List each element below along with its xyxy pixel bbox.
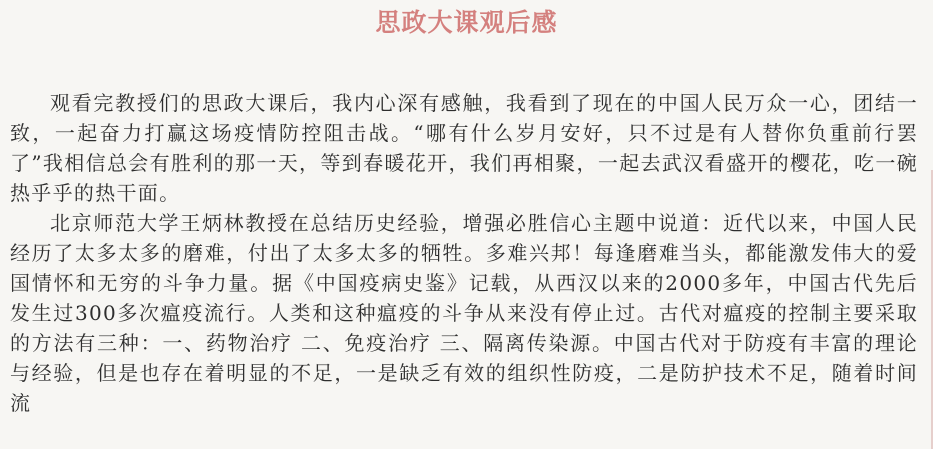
paragraph-1: 观看完教授们的思政大课后，我内心深有感触，我看到了现在的中国人民万众一心，团结一致，一起奋力打赢这场疫情防控阻击战。“哪有什么岁月安好，只不过是有人替你负重前行罢了”我相信总会有胜利的那一天，等到春暖花开，我们再相聚，一起去武汉看盛开的樱花，吃一碗热乎乎的热干面。 (10, 91, 918, 205)
article-body (10, 88, 918, 418)
paragraph-2: 北京师范大学王炳林教授在总结历史经验，增强必胜信心主题中说道：近代以来，中国人民经历了太多太多的磨难，付出了太多太多的牺牲。多难兴邦！每逢磨难当头，都能激发伟大的爱国情怀和无穷的斗争力量。据《中国疫病史鉴》记载，从西汉以来的2000多年，中国古代先后发生过300多次瘟疫流行。人类和这种瘟疫的斗争从来没有停止过。古代对瘟疫的控制主要采取的方法有三种：一、药物治疗 二、免疫治疗 三、隔离传染源。中国古代对于防疫有丰富的理论与经验，但是也存在着明显的不足，一是缺乏有效的组织性防疫，二是防护技术不足，随着时间流 (10, 211, 918, 415)
page-title: 思政大课观后感 (375, 8, 558, 37)
